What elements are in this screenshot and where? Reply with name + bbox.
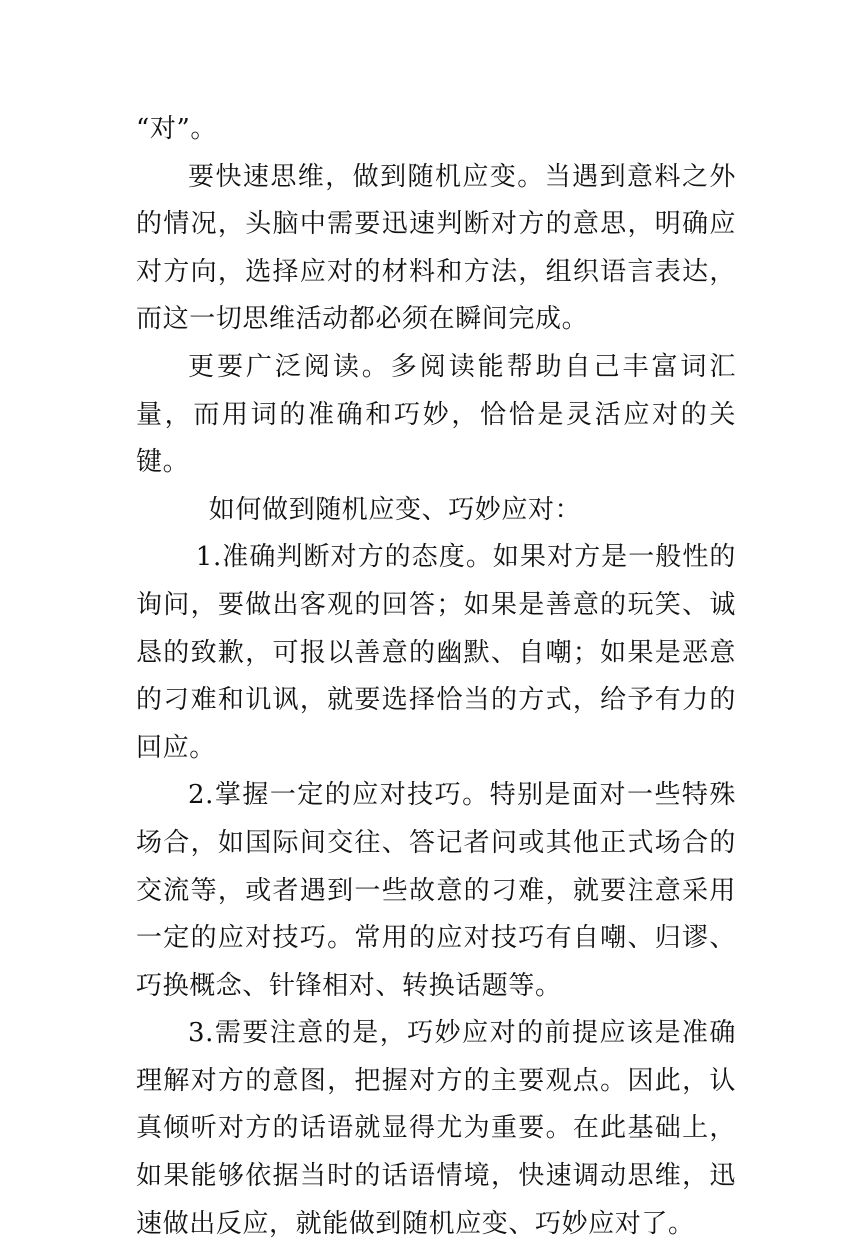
list-item-3: 3.需要注意的是，巧妙应对的前提应该是准确理解对方的意图，把握对方的主要观点。因此，认真倾听对方的话语就显得尤为重要。在此基础上，如果能够依据当时的话语情境，快速调动思维，迅速做出反应，就能做到随机应变、巧妙应对了。 — [136, 1018, 736, 1239]
list-item-1: 1.准确判断对方的态度。如果对方是一般性的询问，要做出客观的回答；如果是善意的玩笑、诚恳的致歉，可报以善意的幽默、自嘲；如果是恶意的刁难和讥讽，就要选择恰当的方式，给予有力的回应。 — [136, 542, 736, 763]
paragraph-continuation: “对”。 — [136, 114, 217, 144]
document-body — [136, 106, 736, 1248]
paragraph-wide-reading: 更要广泛阅读。多阅读能帮助自己丰富词汇量，而用词的准确和巧妙，恰恰是灵活应对的关键。 — [136, 351, 736, 478]
paragraph-quick-thinking: 要快速思维，做到随机应变。当遇到意料之外的情况，头脑中需要迅速判断对方的意思，明确应对方向，选择应对的材料和方法，组织语言表达，而这一切思维活动都必须在瞬间完成。 — [136, 161, 736, 335]
list-item-2: 2.掌握一定的应对技巧。特别是面对一些特殊场合，如国际间交往、答记者问或其他正式场合的交流等，或者遇到一些故意的刁难，就要注意采用一定的应对技巧。常用的应对技巧有自嘲、归谬、巧换概念、针锋相对、转换话题等。 — [136, 780, 736, 1001]
section-heading: 如何做到随机应变、巧妙应对： — [208, 494, 582, 525]
